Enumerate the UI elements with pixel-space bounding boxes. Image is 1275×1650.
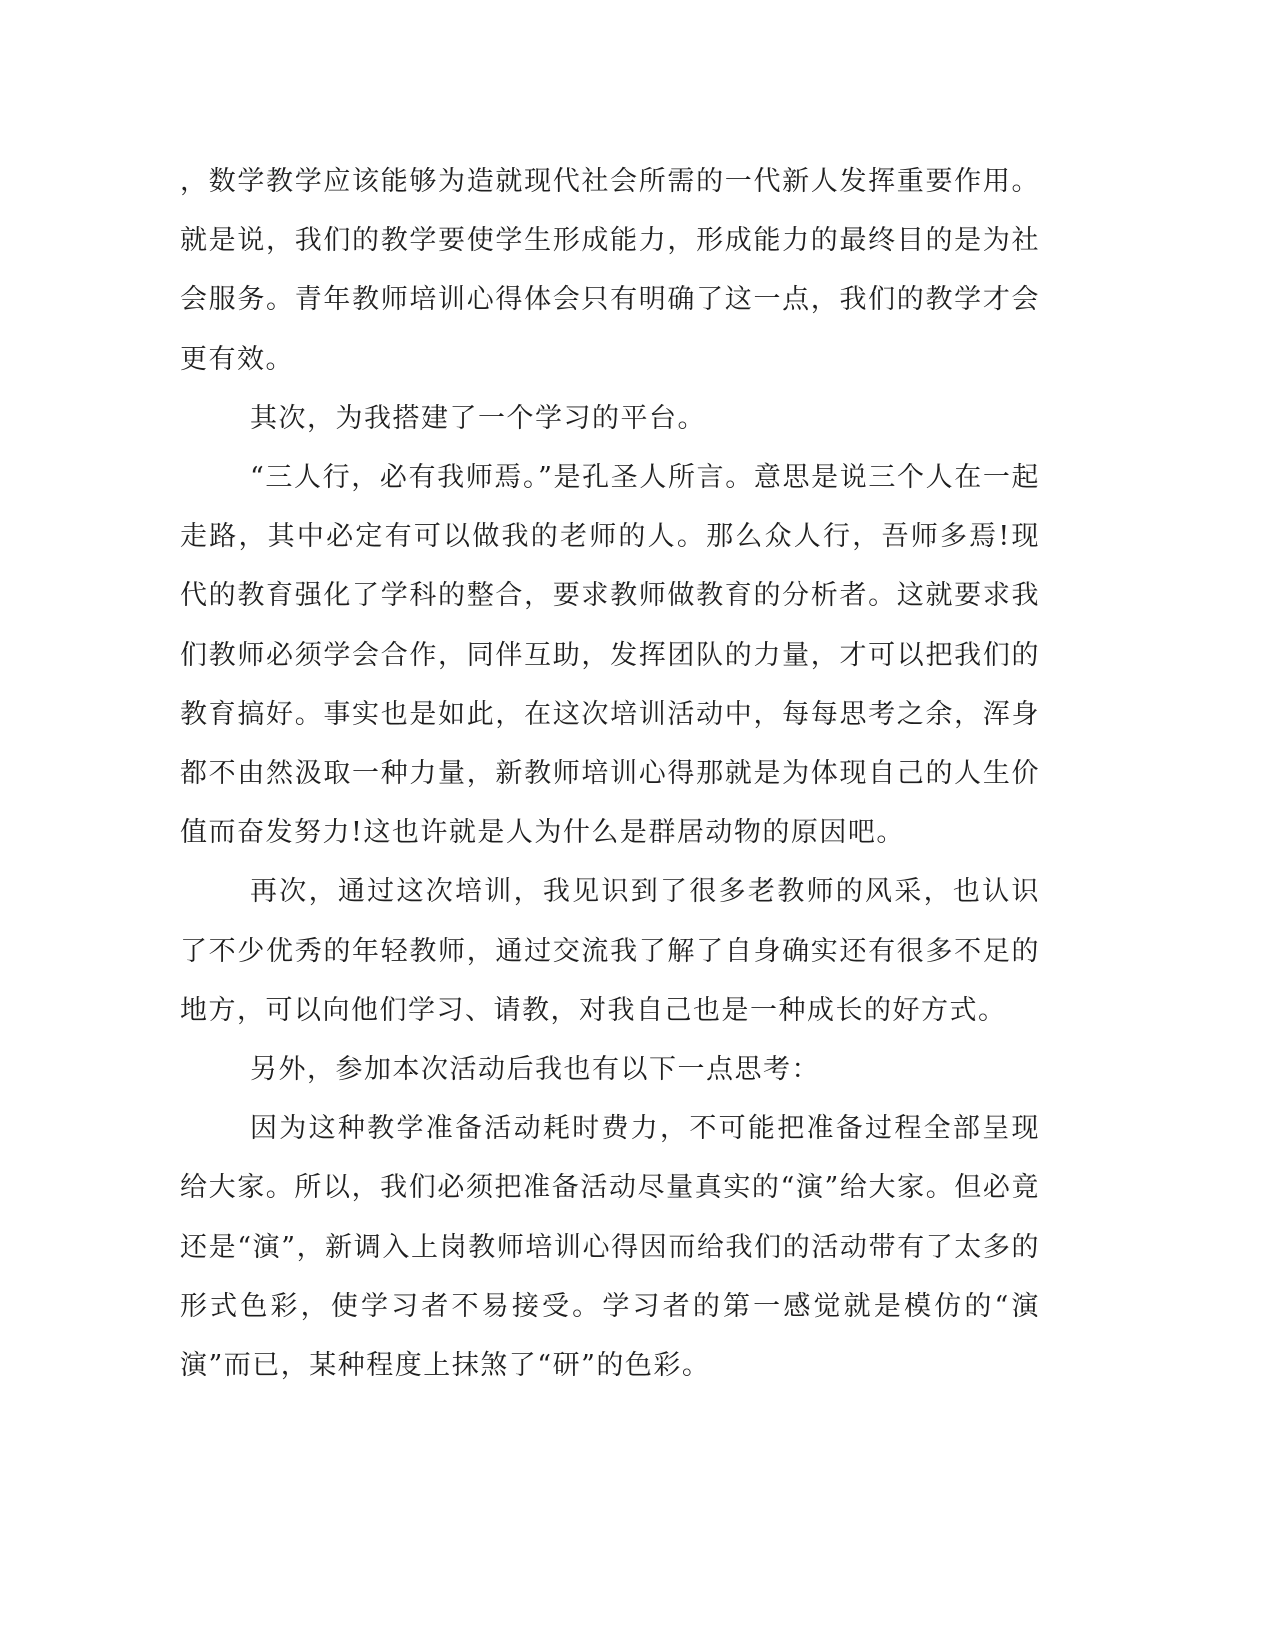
paragraph-continuation: ，数学教学应该能够为造就现代社会所需的一代新人发挥重要作用。就是说，我们的教学要使学生形成能力，形成能力的最终目的是为社会服务。青年教师培训心得体会只有明确了这一点，我们的教学才会更有效。: [180, 166, 1040, 375]
paragraph-again: 再次，通过这次培训，我见识到了很多老教师的风采，也认识了不少优秀的年轻教师，通过交流我了解了自身确实还有很多不足的地方，可以向他们学习、请教，对我自己也是一种成长的好方式。: [180, 876, 1040, 1026]
paragraph-three-people: “三人行，必有我师焉。”是孔圣人所言。意思是说三个人在一起走路，其中必定有可以做我的老师的人。那么众人行，吾师多焉!现代的教育强化了学科的整合，要求教师做教育的分析者。这就要求我们教师必须学会合作，同伴互助，发挥团队的力量，才可以把我们的教育搞好。事实也是如此，在这次培训活动中，每每思考之余，浑身都不由然汲取一种力量，新教师培训心得那就是为体现自己的人生价值而奋发努力!这也许就是人为什么是群居动物的原因吧。: [180, 462, 1040, 849]
document-body: [180, 152, 1040, 1395]
paragraph-moreover: 另外，参加本次活动后我也有以下一点思考：: [250, 1054, 820, 1086]
paragraph-platform: 其次，为我搭建了一个学习的平台。: [250, 402, 706, 434]
paragraph-because: 因为这种教学准备活动耗时费力，不可能把准备过程全部呈现给大家。所以，我们必须把准备活动尽量真实的“演”给大家。但必竟还是“演”，新调入上岗教师培训心得因而给我们的活动带有了太多的形式色彩，使学习者不易接受。学习者的第一感觉就是模仿的“演演”而已，某种程度上抹煞了“研”的色彩。: [180, 1113, 1040, 1382]
